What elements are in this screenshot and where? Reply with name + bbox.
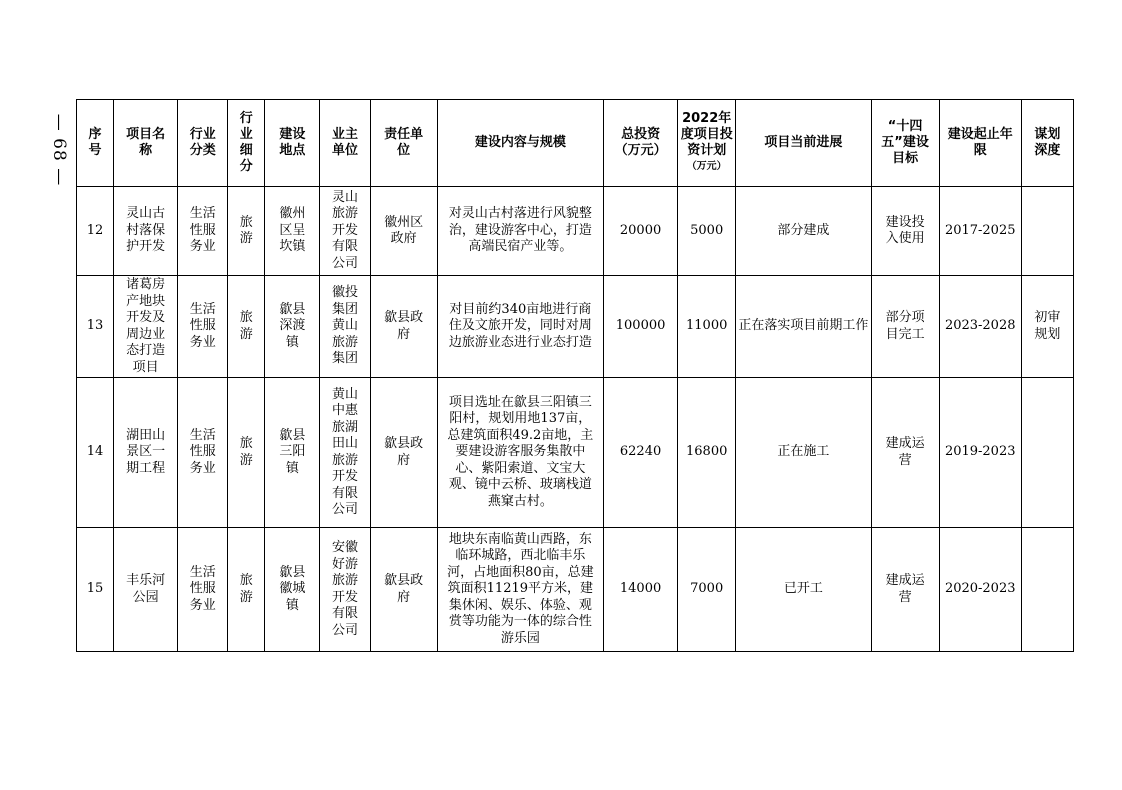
cell-content: 地块东南临黄山西路，东临环城路，西北临丰乐河，占地面积80亩，总建筑面积11219平方米，建集休闲、娱乐、体验、观赏等功能为一体的综合性游乐园 xyxy=(437,528,603,652)
cell-owner: 灵山旅游开发有限公司 xyxy=(320,187,370,276)
table-row xyxy=(77,528,1074,652)
header-progress: 项目当前进展 xyxy=(736,100,871,187)
header-owner: 业主单位 xyxy=(320,100,370,187)
cell-period: 2017-2025 xyxy=(939,187,1021,276)
cell-goal: 建设投入使用 xyxy=(871,187,939,276)
cell-goal: 建成运营 xyxy=(871,378,939,528)
cell-location: 歙县徽城镇 xyxy=(265,528,320,652)
cell-total: 14000 xyxy=(604,528,678,652)
cell-total: 62240 xyxy=(604,378,678,528)
cell-total: 20000 xyxy=(604,187,678,276)
cell-progress: 正在落实项目前期工作 xyxy=(736,276,871,378)
cell-location: 歙县深渡镇 xyxy=(265,276,320,378)
header-subsector: 行业细分 xyxy=(228,100,265,187)
cell-depth: 初审规划 xyxy=(1021,276,1073,378)
cell-industry: 生活性服务业 xyxy=(178,378,228,528)
cell-depth xyxy=(1021,187,1073,276)
cell-location: 徽州区呈坎镇 xyxy=(265,187,320,276)
cell-owner: 徽投集团黄山旅游集团 xyxy=(320,276,370,378)
table-row xyxy=(77,187,1074,276)
cell-goal: 建成运营 xyxy=(871,528,939,652)
cell-period: 2023-2028 xyxy=(939,276,1021,378)
table-row xyxy=(77,378,1074,528)
cell-industry: 生活性服务业 xyxy=(178,187,228,276)
page-number xyxy=(44,100,74,200)
header-location: 建设地点 xyxy=(265,100,320,187)
cell-subsector: 旅游 xyxy=(228,528,265,652)
cell-plan: 11000 xyxy=(678,276,736,378)
cell-seq: 12 xyxy=(77,187,114,276)
cell-period: 2019-2023 xyxy=(939,378,1021,528)
cell-name: 诸葛房产地块开发及周边业态打造项目 xyxy=(114,276,178,378)
header-content: 建设内容与规模 xyxy=(437,100,603,187)
cell-subsector: 旅游 xyxy=(228,276,265,378)
project-table xyxy=(76,99,1074,652)
header-row xyxy=(77,100,1074,187)
cell-content: 项目选址在歙县三阳镇三阳村，规划用地137亩，总建筑面积49.2亩地，主要建设游客服务集散中心、紫阳索道、文宝大观、镜中云桥、玻璃栈道燕窠古村。 xyxy=(437,378,603,528)
header-depth: 谋划深度 xyxy=(1021,100,1073,187)
header-plan-unit: （万元） xyxy=(686,161,727,172)
cell-plan: 7000 xyxy=(678,528,736,652)
header-plan xyxy=(678,100,736,187)
cell-seq: 15 xyxy=(77,528,114,652)
cell-seq: 14 xyxy=(77,378,114,528)
header-total: 总投资（万元） xyxy=(604,100,678,187)
header-seq: 序号 xyxy=(77,100,114,187)
cell-resp: 歙县政府 xyxy=(370,528,437,652)
cell-total: 100000 xyxy=(604,276,678,378)
cell-resp: 歙县政府 xyxy=(370,276,437,378)
cell-depth xyxy=(1021,528,1073,652)
header-industry: 行业分类 xyxy=(178,100,228,187)
cell-progress: 正在施工 xyxy=(736,378,871,528)
cell-progress: 已开工 xyxy=(736,528,871,652)
cell-period: 2020-2023 xyxy=(939,528,1021,652)
cell-resp: 徽州区政府 xyxy=(370,187,437,276)
page-number-text: — 68 — xyxy=(49,113,70,187)
cell-progress: 部分建成 xyxy=(736,187,871,276)
cell-subsector: 旅游 xyxy=(228,187,265,276)
header-name: 项目名称 xyxy=(114,100,178,187)
cell-industry: 生活性服务业 xyxy=(178,528,228,652)
table-row xyxy=(77,276,1074,378)
cell-owner: 黄山中惠旅湖田山旅游开发有限公司 xyxy=(320,378,370,528)
cell-goal: 部分项目完工 xyxy=(871,276,939,378)
header-plan-title: 2022年度项目投资计划 xyxy=(680,111,733,158)
header-resp: 责任单位 xyxy=(370,100,437,187)
cell-subsector: 旅游 xyxy=(228,378,265,528)
cell-name: 丰乐河公园 xyxy=(114,528,178,652)
cell-plan: 16800 xyxy=(678,378,736,528)
cell-owner: 安徽好游旅游开发有限公司 xyxy=(320,528,370,652)
header-goal: “十四五”建设目标 xyxy=(871,100,939,187)
cell-name: 灵山古村落保护开发 xyxy=(114,187,178,276)
cell-location: 歙县三阳镇 xyxy=(265,378,320,528)
cell-resp: 歙县政府 xyxy=(370,378,437,528)
cell-plan: 5000 xyxy=(678,187,736,276)
cell-content: 对目前约340亩地进行商住及文旅开发，同时对周边旅游业态进行业态打造 xyxy=(437,276,603,378)
cell-name: 湖田山景区一期工程 xyxy=(114,378,178,528)
cell-industry: 生活性服务业 xyxy=(178,276,228,378)
cell-seq: 13 xyxy=(77,276,114,378)
cell-depth xyxy=(1021,378,1073,528)
cell-content: 对灵山古村落进行风貌整治，建设游客中心，打造高端民宿产业等。 xyxy=(437,187,603,276)
header-period: 建设起止年限 xyxy=(939,100,1021,187)
